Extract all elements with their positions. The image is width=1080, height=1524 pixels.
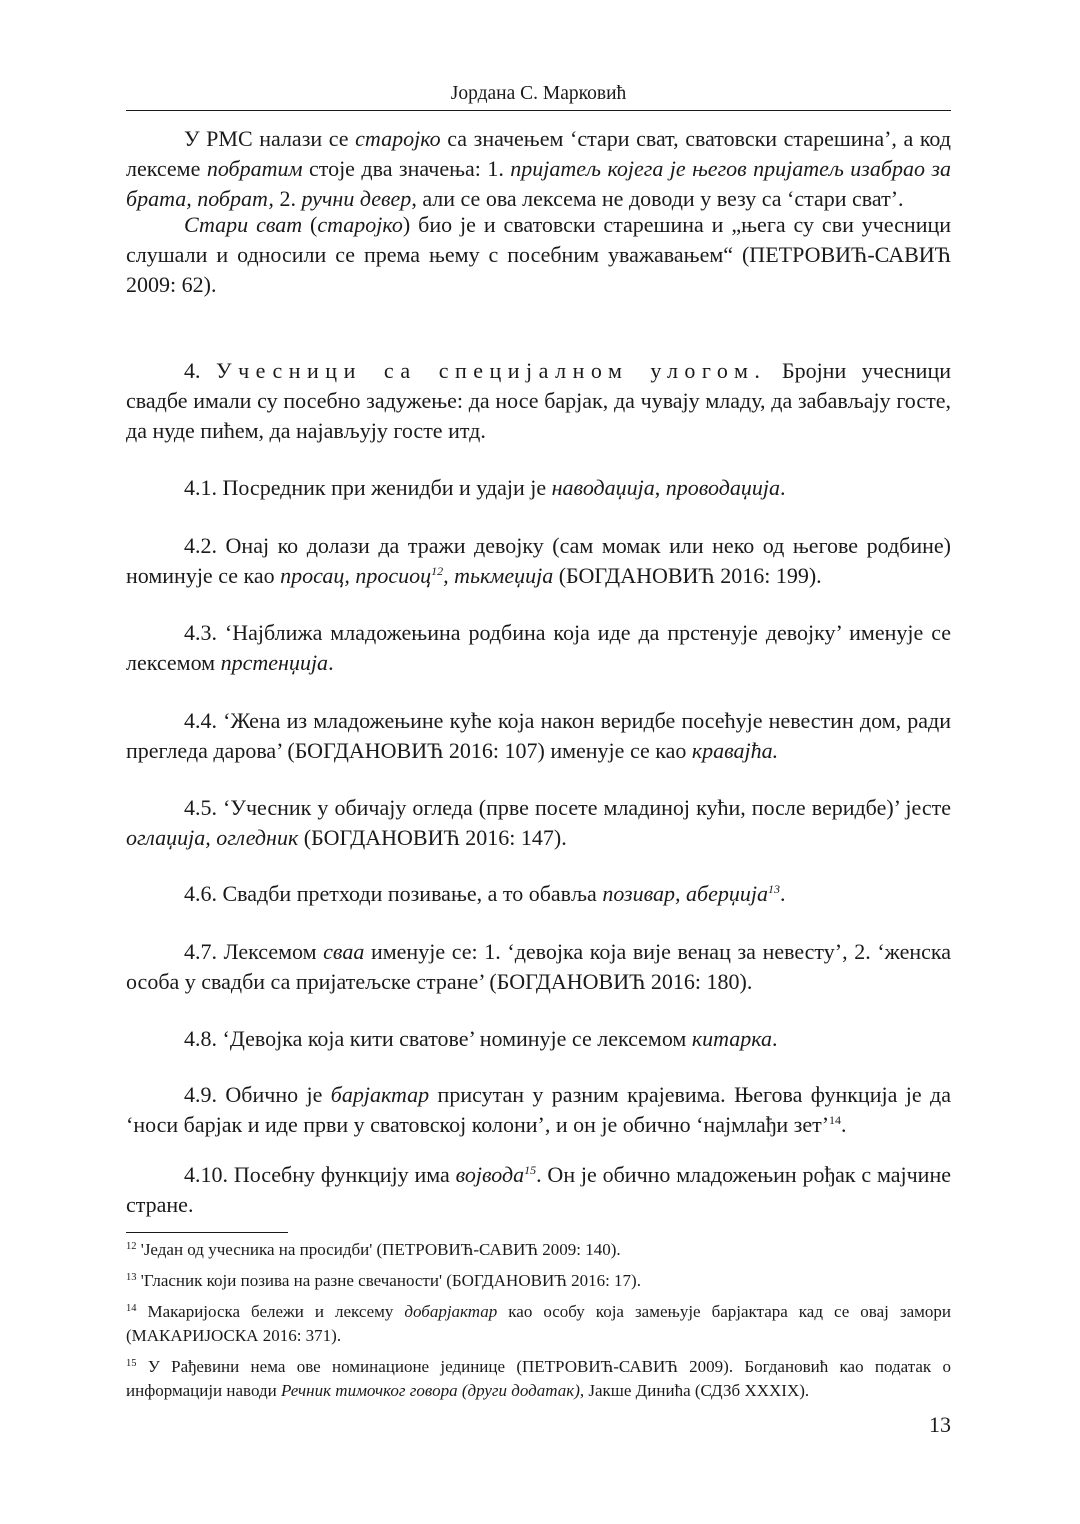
paragraph-starojko xyxy=(126,124,951,214)
paragraph-4-8 xyxy=(126,1024,951,1054)
text: 4.1. Посредник при женидби и удаји је xyxy=(184,475,552,500)
text: 4.6. Свадби претходи позивање, а то обавља xyxy=(184,881,603,906)
footnote-text: 'Један од учесника на просидби' (ПЕТРОВИЋ-САВИЋ 2009: 140). xyxy=(136,1240,621,1259)
paragraph-4-10 xyxy=(126,1160,951,1220)
text: . Он је обично младожењин рођак с мајчине стране. xyxy=(126,1162,951,1217)
text: 2. xyxy=(273,186,302,211)
section-4-intro xyxy=(126,356,951,446)
text: . xyxy=(772,1026,778,1051)
text: са значењем ‘стари сват, сватовски старешина’, а код лексеме xyxy=(126,126,951,181)
term: старојко xyxy=(317,212,403,237)
term: позивар, аберџија xyxy=(602,881,768,906)
term: старојко xyxy=(355,126,441,151)
term: наводаџија xyxy=(551,475,655,500)
section-heading: Учесници са специјалном улогом. xyxy=(216,358,767,383)
footnote-13 xyxy=(126,1269,951,1293)
text: стоје два значења: 1. xyxy=(302,156,511,181)
footnote-ref: 14 xyxy=(829,1113,842,1127)
text: 4.9. Обично је xyxy=(184,1082,331,1107)
page-number: 13 xyxy=(929,1412,951,1437)
footnote-ref: 13 xyxy=(767,882,780,896)
footnote-number: 12 xyxy=(126,1241,137,1252)
term: , тькмеџија xyxy=(443,563,554,588)
running-title: Јордана С. Марковић xyxy=(450,83,627,104)
term: војвода xyxy=(455,1162,525,1187)
footnote-number: 14 xyxy=(126,1303,137,1314)
paragraph-4-7 xyxy=(126,937,951,997)
term: краваjћа. xyxy=(691,738,779,763)
text: 4.5. ‘Учесник у обичају огледа (прве посете младиној кући, после веридбе)’ јесте xyxy=(184,795,951,820)
term: просац, просиоц xyxy=(280,563,432,588)
text: (БОГДАНОВИЋ 2016: 199). xyxy=(553,563,822,588)
term: проводаџија xyxy=(665,475,780,500)
footnote-text: , Јакше Динића (СДЗб XXXIX). xyxy=(579,1381,810,1400)
term: побратим xyxy=(206,156,303,181)
footnote-ref: 15 xyxy=(524,1163,537,1177)
term: барјактар xyxy=(330,1082,430,1107)
footnote-12 xyxy=(126,1238,951,1262)
footnote-ref: 12 xyxy=(431,564,444,578)
text: 4.8. ‘Девојка која кити сватове’ номинује се лексемом xyxy=(184,1026,692,1051)
footnote-15 xyxy=(126,1355,951,1403)
paragraph-4-6 xyxy=(126,879,951,909)
text: присутан у разним крајевима. Његова функција је да ‘носи барјак и иде први у сватовској колони’, и он је обично ‘најмлађи зет’ xyxy=(126,1082,951,1137)
footnote-14 xyxy=(126,1300,951,1348)
term: ручни девер xyxy=(301,186,412,211)
term: Стари сват xyxy=(184,212,303,237)
term: пријатељ којега је његов пријатељ изабрао за брата, побрат, xyxy=(126,156,951,211)
text: именује се: 1. ‘девојка која вије венац за невесту’, 2. ‘женска особа у свадби са пријатељске стране’ (БОГДАНОВИЋ 2016: 180). xyxy=(126,939,952,994)
text: 4.10. Посебну функцију има xyxy=(184,1162,456,1187)
footnote-number: 13 xyxy=(126,1272,137,1283)
term: прстенџија xyxy=(220,650,329,675)
text: , али се ова лексема не доводи у везу са ‘стари сват’. xyxy=(411,186,904,211)
footnote-term: добарјактар xyxy=(404,1302,498,1321)
text: У РМС налази се xyxy=(184,126,356,151)
text: ( xyxy=(302,212,318,237)
paragraph-stari-svat xyxy=(126,210,951,300)
term: китарка xyxy=(691,1026,773,1051)
paragraph-4-4 xyxy=(126,706,951,766)
footnote-separator xyxy=(126,1232,288,1233)
text: (БОГДАНОВИЋ 2016: 147). xyxy=(298,825,567,850)
text: , xyxy=(654,475,666,500)
footnote-text: У Рађевини нема ове номинационе јединице (ПЕТРОВИЋ-САВИЋ 2009). Богдановић као податак о информацији наводи xyxy=(126,1357,951,1400)
text: . xyxy=(841,1112,847,1137)
running-header xyxy=(126,82,951,111)
paragraph-4-5 xyxy=(126,793,951,853)
section-number: 4. xyxy=(184,358,217,383)
footnote-term: Речник тимочког говора (други додатак) xyxy=(280,1381,580,1400)
text: 4.4. ‘Жена из младожењине куће која након веридбе посећује невестин дом, ради прегледа дарова’ (БОГДАНОВИЋ 2016: 107) именује се као xyxy=(126,708,951,763)
footnote-number: 15 xyxy=(126,1358,137,1369)
text: . xyxy=(779,475,786,500)
paragraph-4-2 xyxy=(126,531,951,591)
text: . xyxy=(779,881,786,906)
paragraph-4-1 xyxy=(126,473,951,503)
footnote-text: као особу која замењује барјактара кад се овај замори (МАКАРИЈОСКА 2016: 371). xyxy=(126,1302,951,1345)
text: 4.2. Онај ко долази да тражи девојку (сам момак или неко од његове родбине) номинује се као xyxy=(126,533,951,588)
text: . xyxy=(328,650,334,675)
text: ) био је и сватовски старешина и „њега су сви учесници слушали и односили се према њему с посебним уважавањем“ (ПЕТРОВИЋ-САВИЋ 2009: 62). xyxy=(126,212,952,297)
text: Бројни учесници свадбе имали су посебно задужење: да носе барјак, да чувају младу, да забављају госте, да нуде пићем, да најављују госте итд. xyxy=(126,358,951,443)
term: оглаџија, огледник xyxy=(126,825,299,850)
text: 4.7. Лексемом xyxy=(184,939,324,964)
paragraph-4-3 xyxy=(126,618,951,678)
footnote-text: 'Гласник који позива на разне свечаности' (БОГДАНОВИЋ 2016: 17). xyxy=(136,1271,641,1290)
term: сваа xyxy=(323,939,365,964)
footnote-text: Макаријоска бележи и лексему xyxy=(136,1302,405,1321)
text: 4.3. ‘Најближа младожењина родбина која иде да прстенује девојку’ именује се лексемом xyxy=(126,620,951,675)
paragraph-4-9 xyxy=(126,1080,951,1140)
